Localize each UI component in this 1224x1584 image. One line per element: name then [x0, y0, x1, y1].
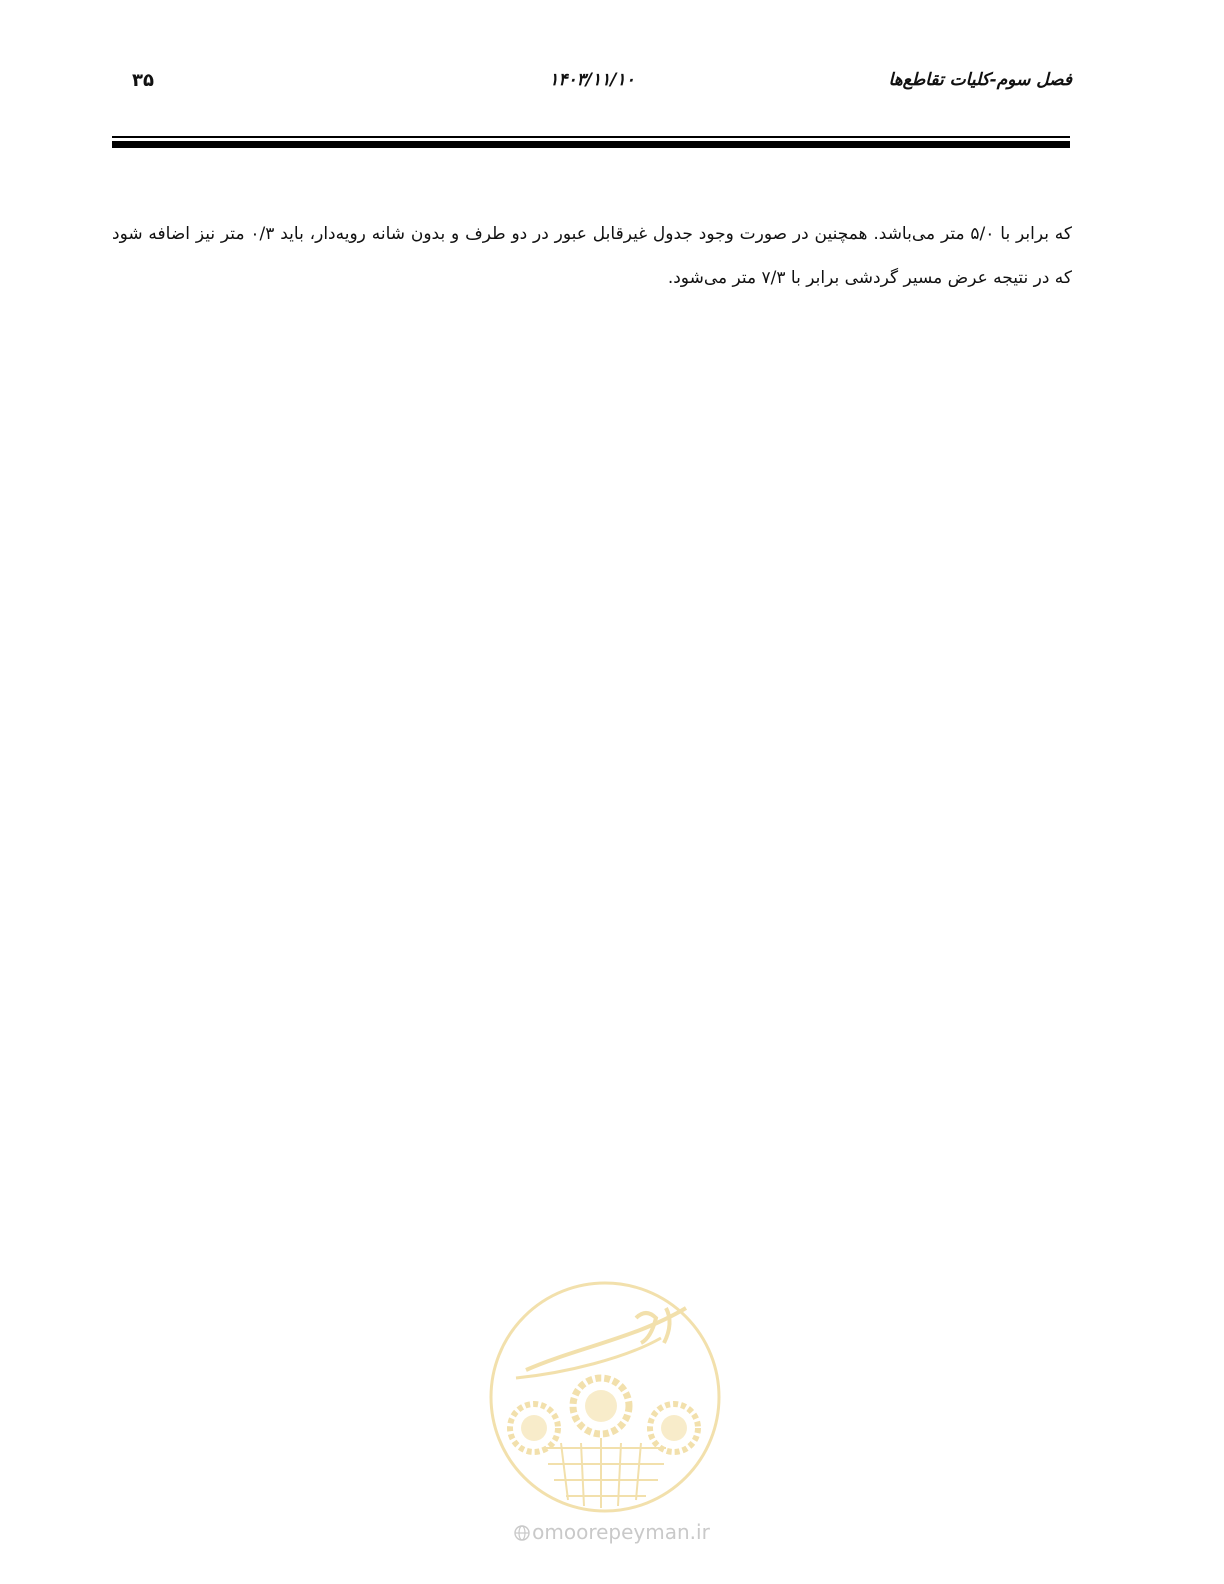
page-header — [112, 70, 1072, 102]
watermark-url-text: omoorepeyman.ir — [532, 1520, 710, 1544]
chapter-title: فصل سوم-کلیات تقاطع‌ها — [888, 70, 1072, 90]
body-paragraph: که برابر با ۵/۰ متر می‌باشد. همچنین در صورت وجود جدول غیرقابل عبور در دو طرف و بدون شانه رویه‌دار، باید ۰/۳ متر نیز اضافه شود که در نتیجه عرض مسیر گردشی برابر با ۷/۳ متر می‌شود. — [112, 224, 1073, 288]
globe-icon — [514, 1525, 530, 1541]
header-rule-thin — [112, 136, 1070, 138]
header-rule-thick — [112, 141, 1070, 148]
header-date: ۱۴۰۳/۱۱/۱۰ — [549, 70, 635, 90]
page-number: ۳۵ — [132, 70, 154, 91]
watermark-url — [502, 1520, 722, 1544]
watermark-logo — [486, 1278, 724, 1516]
body-text — [112, 212, 1072, 300]
